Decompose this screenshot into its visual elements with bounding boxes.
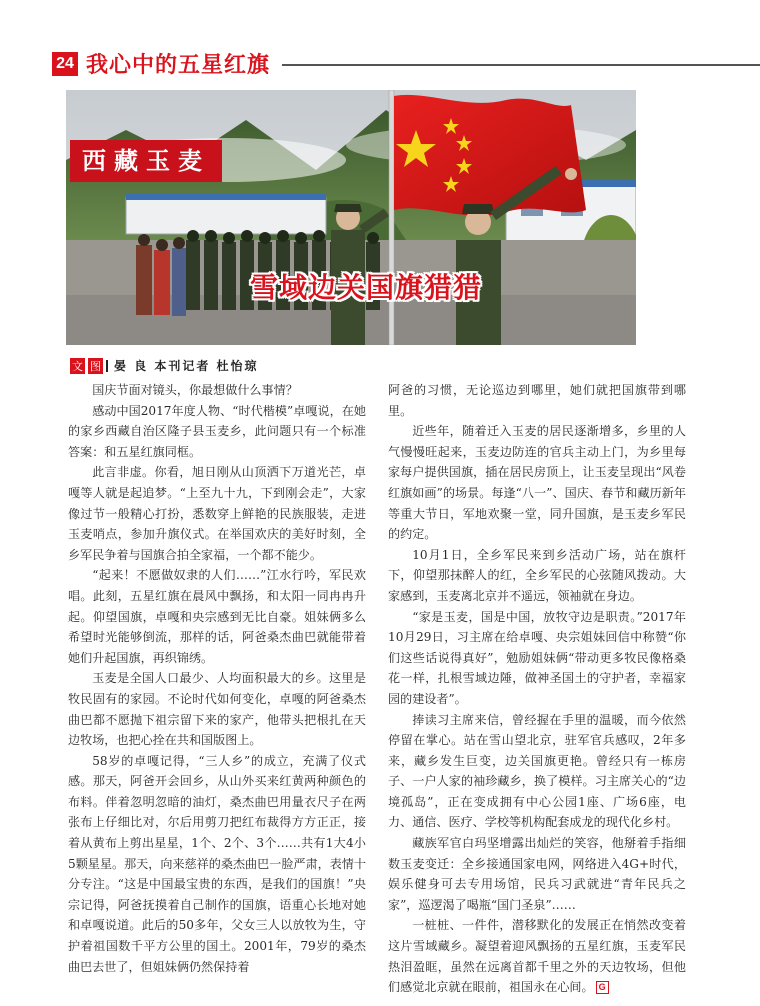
paragraph: 此言非虚。你看，旭日刚从山顶洒下万道光芒，卓嘎等人就是起追梦。“上至九十九，下到刚会走”，大家像过节一般精心打扮，悉数穿上鲜艳的民族服装，走进玉麦哨点，参加升旗仪式。在举国欢庆的美好时刻，全乡军民争着与国旗合拍全家福，一个都不能少。: [68, 465, 366, 562]
byline: [70, 357, 259, 374]
paragraph: 近些年，随着迁入玉麦的居民逐渐增多，乡里的人气慢慢旺起来，玉麦边防连的官兵主动上门，为乡里每家每户提供国旗，插在居民房顶上，让玉麦呈现出“风卷红旗如画”的场景。每逢“八一”、国庆、春节和藏历新年等重大节日，军地欢聚一堂，同升国旗，是玉麦乡军民的约定。: [388, 424, 686, 542]
article-column-right: [388, 380, 686, 998]
byline-authors: 晏 良 本刊记者 杜怡琼: [114, 359, 259, 373]
paragraph: 玉麦是全国人口最少、人均面积最大的乡。这里是牧民固有的家园。不论时代如何变化，卓嘎的阿爸桑杰曲巴都不愿抛下祖宗留下来的家产，他带头把根扎在天边牧场，也把心拴在共和国版图上。: [68, 671, 366, 748]
paragraph-final: [388, 915, 686, 997]
paragraph: 10月1日，全乡军民来到乡活动广场，站在旗杆下，仰望那抹醉人的红，全乡军民的心弦随风拨动。大家感到，玉麦离北京并不遥远，领袖就在身边。: [388, 547, 686, 603]
paragraph: 58岁的卓嘎记得，“三人乡”的成立，充满了仪式感。那天，阿爸开会回乡，从山外买来红黄两种颜色的布料。伴着忽明忽暗的油灯，桑杰曲巴用量衣尺子在两张布上仔细比对，尔后用剪刀把红布裁得方方正正，接着从黄布上剪出星星，1个、2个、3个……共有1大4小5颗星星。那天，向来慈祥的桑杰曲巴一脸严肃，表情十分专注。“这是中国最宝贵的东西，是我们的国旗！”央宗记得，阿爸抚摸着自己制作的国旗，语重心长地对她和卓嘎说道。此后的50多年，父女三人以放牧为生，守护着祖国数千平方公里的国土。2001年，79岁的桑杰曲巴去世了，但姐妹俩仍然保持着: [68, 753, 366, 974]
byline-mark-text: 文: [72, 359, 83, 373]
paragraph: 国庆节面对镜头，你最想做什么事情？: [92, 383, 298, 397]
section-title: 我心中的五星红旗: [86, 53, 271, 78]
paragraph: 藏族军官白玛坚增露出灿烂的笑容，他掰着手指细数玉麦变迁：全乡接通国家电网，网络进入4G+时代，娱乐健身可去专用场馆，民兵习武就进“青年民兵之家”，巡逻渴了喝瓶“国门圣泉”……: [388, 836, 686, 912]
byline-divider: [106, 360, 108, 372]
paragraph: 感动中国2017年度人物、“时代楷模”卓嘎说，在她的家乡西藏自治区隆子县玉麦乡，此问题只有一个标准答案：和五星红旗同框。: [68, 403, 366, 459]
end-mark-icon: G: [596, 981, 609, 994]
paragraph: “起来！不愿做奴隶的人们……”江水行吟，军民欢唱。此刻，五星红旗在晨风中飘扬，和太阳一同冉冉升起。仰望国旗，卓嘎和央宗感到无比自豪。姐妹俩多么希望时光能够倒流，那样的话，阿爸桑杰曲巴就能带着她们升起国旗，再织锦绣。: [68, 568, 366, 665]
paragraph: 捧读习主席来信，曾经握在手里的温暖，而今依然停留在掌心。站在雪山望北京，驻军官兵感叹，2年多来，藏乡发生巨变，边关国旗更艳。曾经只有一栋房子、一户人家的袖珍藏乡，换了模样。习主席关心的“边境孤岛”，正在变成拥有中心公园1座、广场6座，电力、通信、医疗、学校等机构配套成龙的现代化乡村。: [388, 712, 686, 830]
paragraph-final-text: 一桩桩、一件件，潜移默化的发展正在悄然改变着这片雪域藏乡。凝望着迎风飘扬的五星红旗，玉麦军民热泪盈眶，虽然在远离首都千里之外的天边牧场，但他们感觉北京就在眼前，祖国永在心间。: [388, 918, 686, 995]
flag-raising-photo: [66, 90, 636, 345]
byline-mark-photo: 图: [90, 359, 101, 373]
page-number: 24: [52, 52, 78, 76]
article-headline: 雪域边关国旗猎猎: [250, 271, 483, 304]
paragraph: “家是玉麦，国是中国，放牧守边是职责。”2017年10月29日，习主席在给卓嘎、央宗姐妹回信中称赞“你们这些话说得真好”，勉励姐妹俩“带动更多牧民像格桑花一样，扎根雪域边陲，做神圣国土的守护者，幸福家园的建设者”。: [388, 609, 686, 706]
article-column-left: [68, 380, 366, 977]
paragraph-continued: 阿爸的习惯，无论巡边到哪里，她们就把国旗带到哪里。: [388, 383, 686, 418]
header-divider: [282, 64, 760, 66]
region-tag: 西藏玉麦: [70, 140, 222, 182]
